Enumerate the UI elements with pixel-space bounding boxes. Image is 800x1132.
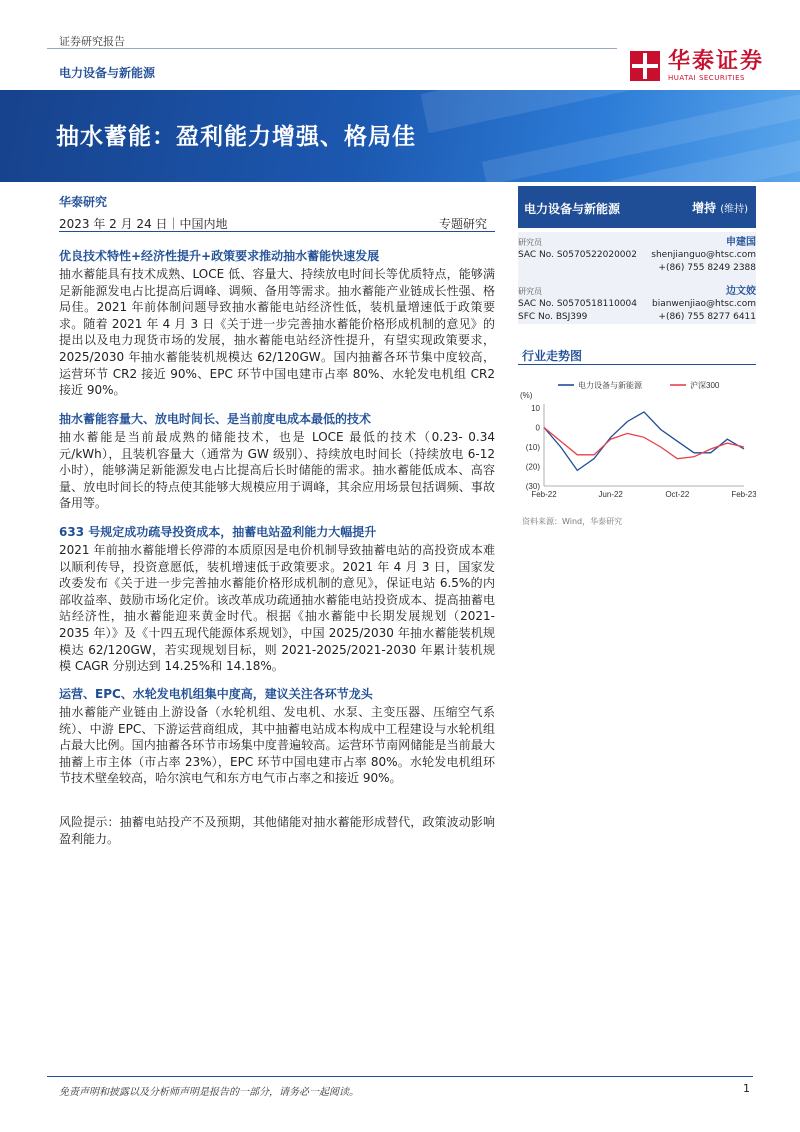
analyst-sac: SAC No. S0570522020002 <box>518 250 637 260</box>
legend-label-2: 沪深300 <box>690 381 720 390</box>
analyst-email[interactable]: bianwenjiao@htsc.com <box>651 299 756 309</box>
section-title: 优良技术特性+经济性提升+政策要求推动抽水蓄能快速发展 <box>59 249 380 263</box>
analyst-email[interactable]: shenjianguo@htsc.com <box>651 250 756 260</box>
section-title: 运营、EPC、水轮发电机组集中度高，建议关注各环节龙头 <box>59 687 373 701</box>
x-tick-label: Feb-23 <box>731 490 756 499</box>
sector-tag: 电力设备与新能源 <box>59 66 156 80</box>
section-1 <box>59 248 495 399</box>
legend-label-1: 电力设备与新能源 <box>578 381 642 390</box>
huatai-logo-icon <box>630 51 660 81</box>
rating-industry: 电力设备与新能源 <box>524 202 621 216</box>
top-divider <box>47 48 617 49</box>
page-title: 抽水蓄能：盈利能力增强、格局佳 <box>56 124 416 150</box>
y-tick-label: (10) <box>525 443 540 452</box>
y-tick-label: 10 <box>531 404 540 413</box>
analyst-name: 申建国 <box>726 237 756 248</box>
section-body: 抽水蓄能具有技术成熟、LOCE 低、容量大、持续放电时间长等优质特点，能够满足新能源发电占比提高后调峰、调频、备用等需求。抽水蓄能产业链成长性强、格局佳。2021 年前体制问题导致抽水蓄能电站经济性低，装机量增速低于政策要求。随着 2021 年 4 月 3 日《关于进一步完善抽水蓄能价格形成机制的意见》的提出以及电力现货市场的发展，抽水蓄能电站经济性提升，有望实现政策要求，2025/2030 年抽水蓄能装机规模达 62/120GW。国内抽蓄各环节集中度较高，运营环节 CR2 接近 90%、EPC 环节中国电建市占率 80%、水轮发电机组 CR2 接近 90%。 <box>59 267 495 398</box>
section-4 <box>59 686 495 787</box>
trend-divider <box>518 364 756 365</box>
analyst-2 <box>518 285 756 324</box>
y-tick-label: (20) <box>525 462 540 472</box>
rating-value <box>692 199 748 216</box>
analyst-phone: +(86) 755 8277 6411 <box>658 312 756 322</box>
risk-text: 风险提示：抽蓄电站投产不及预期，其他储能对抽水蓄能形成替代，政策波动影响盈利能力。 <box>59 815 495 846</box>
footer-divider <box>47 1076 753 1077</box>
page-number: 1 <box>743 1082 750 1095</box>
trend-title: 行业走势图 <box>522 349 583 363</box>
title-banner <box>0 90 800 182</box>
section-body: 抽水蓄能是当前最成熟的储能技术，也是 LOCE 最低的技术（0.23- 0.34 元/kWh），且装机容量大（通常为 GW 级别）、持续放电时间长（持续放电 6-12 小时），能够满足新能源发电占比提高后长时储能的需求。抽水蓄能低成本、高容量、放电时间长的特点使其能够大规模应用于调峰，其余应用场景包括调频、事故备用等。 <box>59 430 495 511</box>
y-tick-label: 0 <box>535 423 540 433</box>
section-body: 抽水蓄能产业链由上游设备（水轮机组、发电机、水泵、主变压器、压缩空气系统）、中游 EPC、下游运营商组成，其中抽蓄电站成本构成中工程建设与水轮机组占最大比例。国内抽蓄各环节市场集中度普遍较高。运营环节南网储能是当前最大抽蓄上市主体（市占率 23%），EPC 环节中国电建市占率 80%。水轮发电机组环节技术壁垒较高，哈尔滨电气和东方电气市占率之和接近 90%。 <box>59 705 495 786</box>
risk-section <box>59 814 495 847</box>
section-title: 抽水蓄能容量大、放电时间长、是当前度电成本最低的技术 <box>59 412 372 426</box>
analyst-sfc: SFC No. BSJ399 <box>518 312 588 322</box>
x-tick-label: Oct-22 <box>665 490 690 499</box>
trend-chart <box>518 376 756 506</box>
analyst-phone: +(86) 755 8249 2388 <box>658 263 756 273</box>
footer-disclaimer: 免责声明和披露以及分析师声明是报告的一部分，请务必一起阅读。 <box>59 1087 359 1098</box>
company-logo <box>630 50 764 82</box>
y-axis-label: (%) <box>520 391 533 400</box>
analyst-name: 边文姣 <box>726 286 756 297</box>
report-type: 专题研究 <box>439 217 488 231</box>
series-line-1 <box>544 412 744 471</box>
x-tick-label: Feb-22 <box>531 490 557 499</box>
rating-bar <box>518 186 756 228</box>
analyst-role: 研究员 <box>518 238 542 247</box>
chart-source: 资料来源：Wind，华泰研究 <box>522 517 623 526</box>
rating-note: (维持) <box>720 204 748 215</box>
trend-chart-svg <box>518 376 756 506</box>
analyst-role: 研究员 <box>518 287 542 296</box>
section-3 <box>59 524 495 675</box>
date-region: 2023 年 2 月 24 日｜中国内地 <box>59 217 228 231</box>
section-body: 2021 年前抽水蓄能增长停滞的本质原因是电价机制导致抽蓄电站的高投资成本难以顺利传导，投资意愿低，装机增速低于政策要求。2021 年 4 月 3 日，国家发改委发布《关于进一步完善抽水蓄能价格形成机制的意见》，保证电站 6.5%的内部收益率、鼓励市场化定价。该改革成功疏通抽水蓄能电站投资成本、提高抽蓄电站经济性，抽水蓄能迎来黄金时代。根据《抽水蓄能中长期发展规划（2021-2035 年）》及《十四五现代能源体系规划》，中国 2025/2030 年抽水蓄能装机规模达 62/120GW，若实现规划目标，则 2021-2025/2021-2030 年累计装机规模 CAGR 分别达到 14.25%和 14.18%。 <box>59 543 495 674</box>
rating-label: 增持 <box>692 201 717 215</box>
analyst-sac: SAC No. S0570518110004 <box>518 299 637 309</box>
firm-name: 华泰研究 <box>59 195 108 209</box>
doc-type-label: 证券研究报告 <box>59 35 125 48</box>
header-divider <box>59 231 495 232</box>
x-tick-label: Jun-22 <box>598 490 623 499</box>
y-tick-label: (30) <box>525 482 540 491</box>
series-line-2 <box>544 428 744 459</box>
section-2 <box>59 411 495 512</box>
logo-cn-text: 华泰证券 <box>668 49 765 74</box>
analyst-1 <box>518 236 756 275</box>
section-title: 633 号规定成功疏导投资成本，抽蓄电站盈利能力大幅提升 <box>59 525 377 539</box>
logo-en-text: HUATAI SECURITIES <box>668 74 745 82</box>
